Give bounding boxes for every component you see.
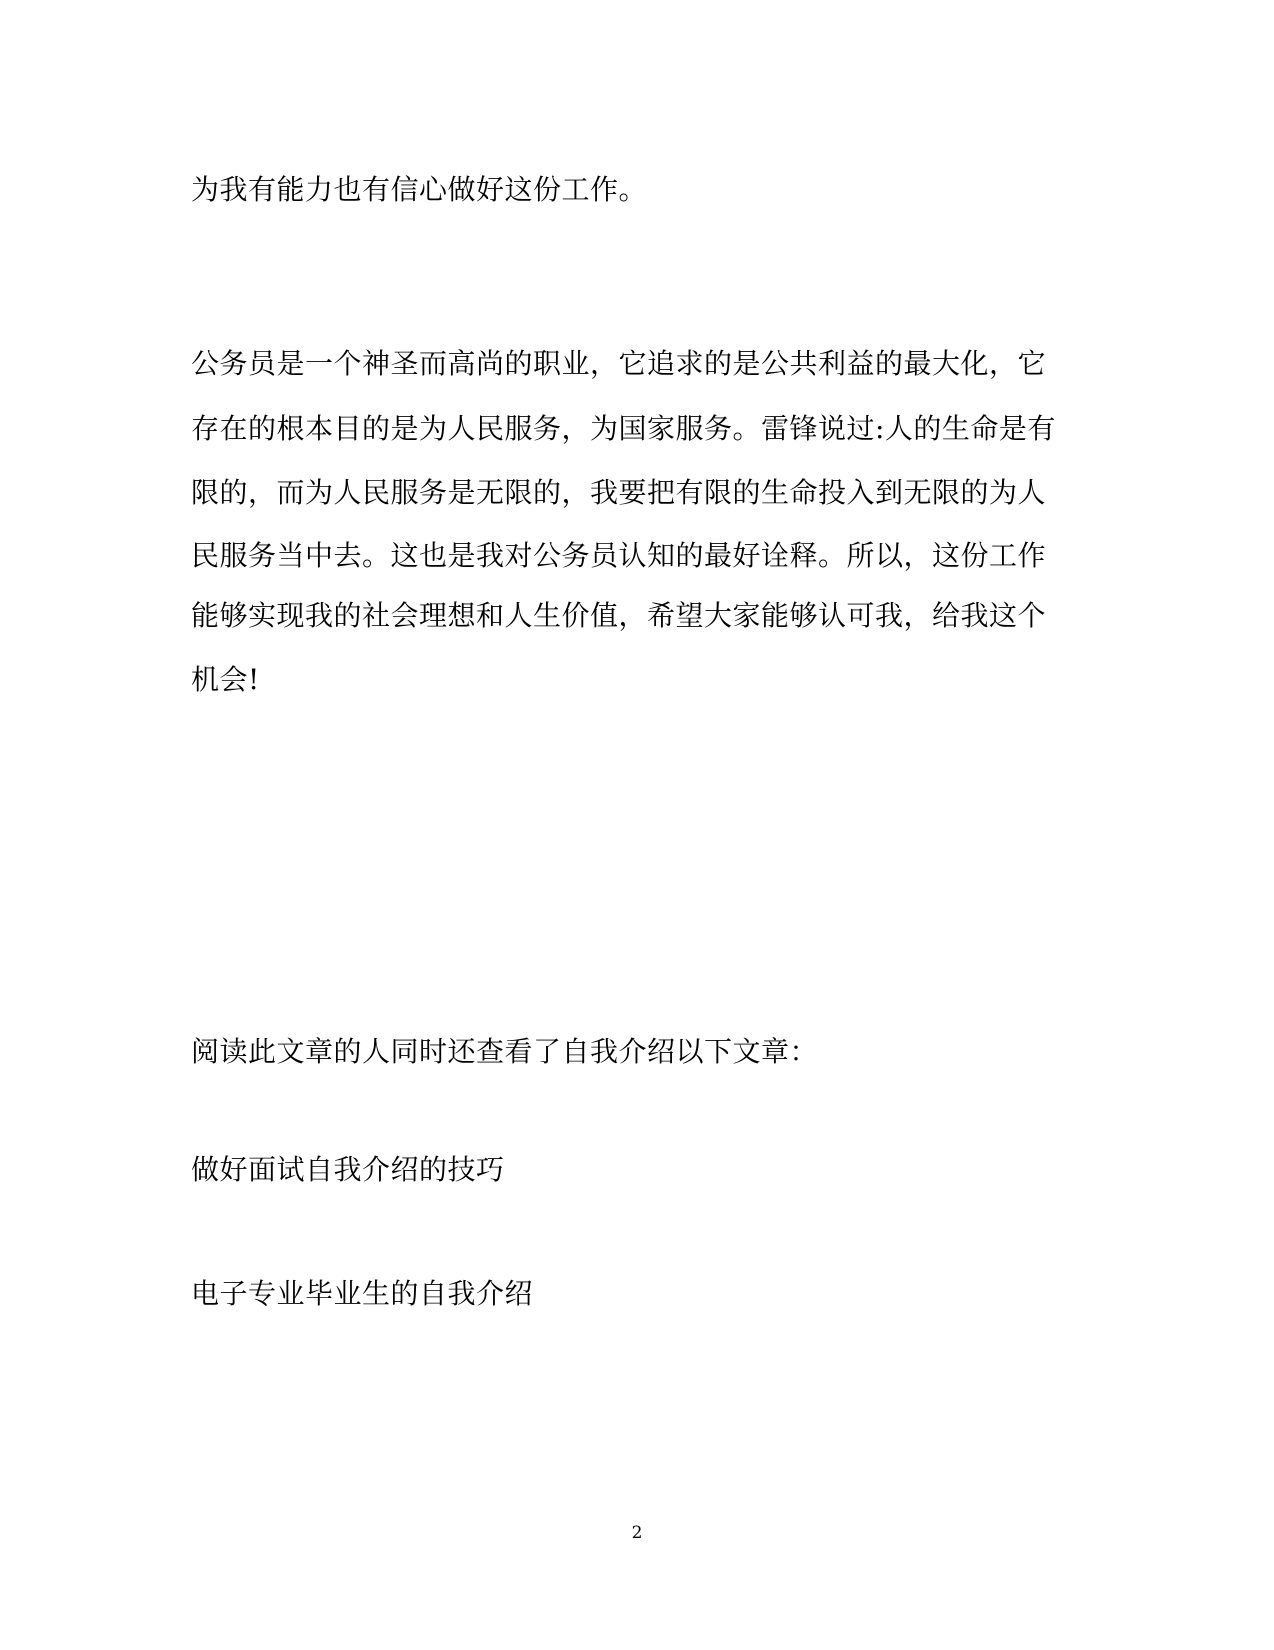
paragraph-2-line-1: 公务员是一个神圣而高尚的职业，它追求的是公共利益的最大化，它 [191, 347, 1047, 380]
paragraph-2-line-5: 能够实现我的社会理想和人生价值，希望大家能够认可我，给我这个 [191, 599, 1047, 632]
paragraph-1-line-1: 为我有能力也有信心做好这份工作。 [191, 173, 648, 206]
related-article-link-2[interactable]: 电子专业毕业生的自我介绍 [191, 1277, 534, 1310]
page-number: 2 [631, 1523, 643, 1543]
paragraph-2-line-2: 存在的根本目的是为人民服务，为国家服务。雷锋说过:人的生命是有 [191, 412, 1056, 445]
related-article-link-1[interactable]: 做好面试自我介绍的技巧 [191, 1153, 505, 1186]
paragraph-2-line-6: 机会! [191, 663, 260, 696]
paragraph-2-line-3: 限的，而为人民服务是无限的，我要把有限的生命投入到无限的为人 [191, 476, 1047, 509]
related-articles-heading: 阅读此文章的人同时还查看了自我介绍以下文章： [191, 1035, 819, 1068]
paragraph-2-line-4: 民服务当中去。这也是我对公务员认知的最好诠释。所以，这份工作 [191, 539, 1047, 572]
